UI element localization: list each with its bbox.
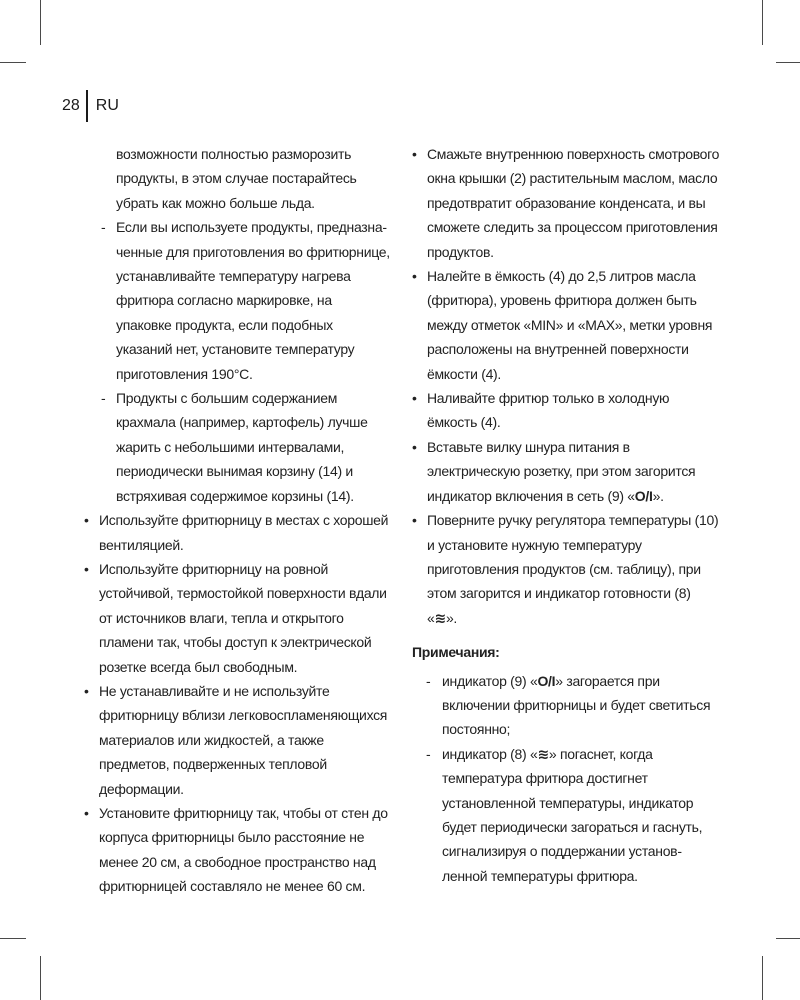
sub-item	[80, 215, 390, 386]
sub-item-text: Продукты с большим содержанием крахмала (например, картофель) лучше жарить с небольшими интервалами, периодически вынимая корзину (14) и встряхивая содержимое корзины (14).	[116, 390, 368, 504]
bullet-marker: •	[84, 560, 89, 577]
sub-item	[80, 386, 390, 508]
crop-mark-bottom-right	[762, 956, 763, 1000]
bullet-text: Вставьте вилку шнура питания в электрическую розетку, при этом загорится индикатор включения в сеть (9) «	[427, 438, 696, 504]
page-header	[62, 90, 119, 122]
crop-mark-left-bottom	[0, 938, 26, 939]
bullet-item-thermostat: • Поверните ручку регулятора температуры (10) и установите нужную температуру приготовления продуктов (см. таблицу), при этом загорится и индикатор готовности (8) «≋».	[408, 508, 720, 630]
bullet-marker: •	[412, 512, 417, 529]
note-item: - индикатор (8) «≋» погаснет, когда температура фритюра достигнет установленной температуры, индикатор будет периодически загораться и гаснуть, сигнализируя о поддержании установленной температуры фритюра.	[408, 742, 720, 888]
dash-marker: -	[426, 672, 431, 689]
bullet-item	[408, 142, 720, 264]
note-text: индикатор (9) «	[442, 672, 538, 689]
bullet-marker: •	[412, 146, 417, 162]
power-indicator-icon: O/I	[634, 487, 653, 504]
bullet-item	[80, 557, 390, 679]
crop-mark-right-bottom	[776, 938, 800, 939]
bullet-text: Поверните ручку регулятора температуры (10) и установите нужную температуру приготовления продуктов (см. таблицу), при этом загорится и индикатор готовности (8) «	[427, 512, 719, 626]
bullet-item	[408, 386, 720, 435]
crop-mark-right-top	[776, 62, 800, 63]
bullet-item	[80, 679, 390, 801]
note-text: индикатор (8) «	[442, 745, 538, 762]
heating-indicator-icon: ≋	[434, 609, 446, 626]
dash-marker: -	[101, 219, 106, 236]
bullet-item	[80, 508, 390, 557]
bullet-marker: •	[84, 512, 89, 529]
heating-indicator-icon: ≋	[537, 745, 549, 762]
continuation-text: возможности полностью разморозить продукты, в этом случае постарайтесь убрать как можно больше льда.	[116, 146, 357, 211]
bullet-item	[408, 264, 720, 386]
bullet-text: Не устанавливайте и не используйте фритюрницу вблизи легковоспламеняющихся материалов или жидкостей, а также предметов, подверженных тепловой деформации.	[99, 682, 388, 797]
header-divider	[86, 90, 88, 122]
bullet-text: Используйте фритюрницу в местах с хорошей вентиляцией.	[99, 512, 389, 553]
bullet-marker: •	[84, 804, 89, 821]
bullet-text: Смажьте внутреннюю поверхность смотрового окна крышки (2) растительным маслом, масло предотвратит образование конденсата, и вы сможете следить за процессом приготовления продуктов.	[427, 146, 720, 260]
dash-marker: -	[426, 745, 431, 762]
crop-mark-bottom-left	[40, 956, 41, 1000]
bullet-marker: •	[84, 682, 89, 699]
bullet-marker: •	[412, 390, 417, 407]
language-code: RU	[95, 97, 119, 114]
note-item: - индикатор (9) «O/I» загорается при включении фритюрницы и будет светиться постоянно;	[408, 669, 720, 742]
bullet-marker: •	[412, 438, 417, 455]
bullet-text: Установите фритюрницу так, чтобы от стен до корпуса фритюрницы было расстояние не менее 20 см, а свободное пространство над фритюрницей составляло не менее 60 см.	[99, 804, 388, 895]
bullet-text: Налейте в ёмкость (4) до 2,5 литров масла (фритюра), уровень фритюра должен быть между отметок «MIN» и «MAX», метки уровня расположены на внутренней поверхности ёмкости (4).	[427, 268, 713, 382]
right-column	[408, 142, 720, 888]
crop-mark-left-top	[0, 62, 26, 63]
sub-item-text: Если вы используете продукты, предназначенные для приготовления во фритюрнице, устанавливайте температуру нагрева фритюра согласно маркировке, на упаковке продукта, если подобных указаний нет, установите температуру приготовления 190°С.	[116, 219, 390, 382]
crop-mark-top-right	[762, 0, 763, 45]
left-column	[80, 142, 390, 899]
bullet-marker: •	[412, 268, 417, 285]
bullet-text: Наливайте фритюр только в холодную ёмкость (4).	[427, 390, 670, 431]
crop-mark-top-left	[40, 0, 41, 45]
page-number: 28	[62, 97, 80, 114]
bullet-item-power: • Вставьте вилку шнура питания в электрическую розетку, при этом загорится индикатор включения в сеть (9) «O/I».	[408, 435, 720, 508]
dash-marker: -	[101, 390, 106, 407]
bullet-item	[80, 801, 390, 899]
notes-heading: Примечания:	[412, 644, 500, 661]
bullet-text: Используйте фритюрницу на ровной устойчивой, термостойкой поверхности вдали от источников влаги, тепла и открытого пламени так, чтобы доступ к электрической розетке всегда был свободным.	[99, 560, 387, 675]
power-indicator-icon: O/I	[537, 672, 556, 689]
